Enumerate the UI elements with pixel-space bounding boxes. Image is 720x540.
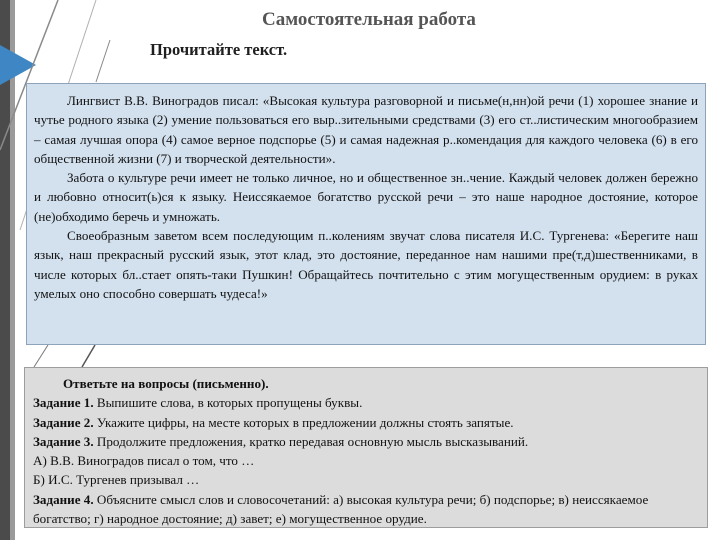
- text-paragraph: Лингвист В.В. Виноградов писал: «Высокая культура разговорной и письме(н,нн)ой речи (1) хорошее знание и чутье родного языка (2) умение пользоваться его выр..зительными средствами (3) его ст..листическим многообразием – самая лучшая опора (4) самое верное подспорье (5) и самая надежная р..комендация для каждого человека (6) в его общественной жизни (7) и творческой деятельности».: [34, 93, 698, 166]
- task-label: Задание 4.: [33, 491, 94, 507]
- task-item: [33, 393, 699, 412]
- task-item: [33, 432, 699, 451]
- task-item: [33, 490, 699, 529]
- text-paragraph: Своеобразным заветом всем последующим п..колениям звучат слова писателя И.С. Тургенева: «Берегите наш язык, наш прекрасный русский язык, этот клад, это достояние, переданное нам нашими пре(т,д)шественниками, в числе которых бл..стает опять-таки Пушкин! Обращайтесь почтительно с этим могущественным орудием: в руках умелых оно способно совершать чудеса!»: [34, 228, 698, 301]
- tasks-heading: Ответьте на вопросы (письменно).: [63, 376, 269, 391]
- task-text: Укажите цифры, на месте которых в предложении должны стоять запятые.: [93, 414, 514, 430]
- page-title: Самостоятельная работа: [262, 9, 476, 30]
- task-text: Объясните смысл слов и словосочетаний: а) высокая культура речи; б) подспорье; в) неиссякаемое богатство; г) народное достояние; д) завет; е) могущественное орудие.: [33, 491, 649, 527]
- page-subtitle: Прочитайте текст.: [150, 40, 288, 59]
- task-label: Задание 1.: [33, 395, 94, 411]
- task-label: Задание 3.: [33, 433, 94, 449]
- continuation-item: А) В.В. Виноградов писал о том, что …: [33, 453, 255, 469]
- tasks-box: [24, 367, 708, 528]
- task-text: Продолжите предложения, кратко передавая основную мысль высказываний.: [93, 433, 529, 449]
- text-paragraph: Забота о культуре речи имеет не только личное, но и общественное зн..чение. Каждый человек должен бережно и любовно относит(ь)ся к языку. Неиссякаемое богатство русской речи – это наше народное достояние, которое (не)обходимо беречь и умножать.: [34, 170, 698, 224]
- continuation-item: Б) И.С. Тургенев призывал …: [33, 472, 200, 488]
- task-item: [33, 413, 699, 432]
- task-label: Задание 2.: [33, 414, 94, 430]
- task-text: Выпишите слова, в которых пропущены буквы.: [93, 395, 363, 411]
- reading-text-box: [26, 83, 706, 345]
